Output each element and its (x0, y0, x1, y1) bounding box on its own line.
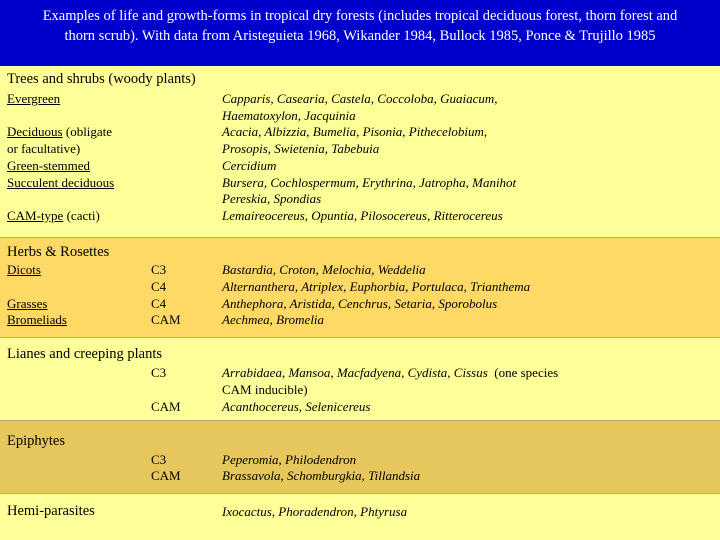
genera-epiphytes-1: Peperomia, Philodendron (222, 452, 357, 467)
section-heading: Trees and shrubs (woody plants) (7, 71, 196, 87)
genera-dicots-2: Alternanthera, Atriplex, Euphorbia, Portulaca, Trianthema (222, 279, 531, 294)
section-heading: Lianes and creeping plants (7, 346, 163, 362)
genera-evergreen-1: Capparis, Casearia, Castela, Coccoloba, Guaiacum, (222, 91, 498, 106)
genera-epiphytes-2: Brassavola, Schomburgkia, Tillandsia (222, 468, 421, 483)
label-deciduous-rest: (obligate (62, 124, 113, 139)
row-label-grasses: Grasses (7, 296, 48, 311)
genera-bromeliads: Aechmea, Bromelia (222, 312, 325, 327)
genera-lianes-1 (222, 365, 558, 382)
row-label-bromeliads: Bromeliads (7, 312, 67, 327)
genera-succulent-1: Bursera, Cochlospermum, Erythrina, Jatropha, Manihot (222, 175, 517, 190)
genera-hemi-parasites: Ixocactus, Phoradendron, Phtyrusa (222, 504, 408, 519)
row-label-dicots: Dicots (7, 262, 41, 277)
section-hemi-parasites (0, 493, 720, 540)
section-heading: Epiphytes (7, 433, 65, 449)
row-label-deciduous-2: or facultative) (7, 141, 81, 156)
row-label-green-stemmed: Green-stemmed (7, 158, 91, 173)
section-lianes (0, 337, 720, 420)
pathway-dicots-1: C3 (151, 262, 167, 277)
row-label-evergreen: Evergreen (7, 91, 61, 106)
label-cam: CAM-type (7, 208, 64, 223)
row-label-cam (7, 208, 100, 225)
slide-title (0, 0, 720, 66)
genera-deciduous-2: Prosopis, Swietenia, Tabebuia (222, 141, 380, 156)
pathway-epiphytes-2: CAM (151, 468, 181, 483)
genera-dicots-1: Bastardia, Croton, Melochia, Weddelia (222, 262, 426, 277)
label-cam-rest: (cacti) (63, 208, 100, 223)
genera-green-stemmed: Cercidium (222, 158, 277, 173)
pathway-lianes-2: CAM (151, 399, 181, 414)
section-heading: Hemi-parasites (7, 503, 95, 519)
genera-deciduous-1: Acacia, Albizzia, Bumelia, Pisonia, Pithecelobium, (222, 124, 488, 139)
pathway-bromeliads: CAM (151, 312, 181, 327)
section-epiphytes (0, 420, 720, 493)
row-label-succulent: Succulent deciduous (7, 175, 115, 190)
row-label-deciduous (7, 124, 112, 141)
pathway-dicots-2: C4 (151, 279, 167, 294)
pathway-grasses: C4 (151, 296, 167, 311)
pathway-lianes-1: C3 (151, 365, 167, 380)
section-heading: Herbs & Rosettes (7, 244, 110, 260)
title-line-1: Examples of life and growth-forms in tropical dry forests (includes tropical deciduous forest, thorn forest and (42, 8, 678, 24)
label-deciduous: Deciduous (7, 124, 63, 139)
section-woody (0, 66, 720, 237)
genera-lianes-italic: Arrabidaea, Mansoa, Macfadyena, Cydista, Cissus (222, 365, 488, 380)
genera-lianes-note-2: CAM inducible) (222, 382, 308, 397)
section-herbs (0, 237, 720, 337)
genera-evergreen-2: Haematoxylon, Jacquinia (222, 108, 356, 123)
genera-cam: Lemaireocereus, Opuntia, Pilosocereus, Ritterocereus (222, 208, 503, 223)
genera-succulent-2: Pereskia, Spondias (222, 191, 322, 206)
title-line-2: thorn scrub). With data from Aristeguieta 1968, Wikander 1984, Bullock 1985, Ponce & Trujillo 1985 (64, 28, 656, 44)
genera-lianes-note: (one species (494, 365, 559, 380)
pathway-epiphytes-1: C3 (151, 452, 167, 467)
genera-grasses: Anthephora, Aristida, Cenchrus, Setaria, Sporobolus (222, 296, 498, 311)
genera-lianes-2: Acanthocereus, Selenicereus (222, 399, 371, 414)
